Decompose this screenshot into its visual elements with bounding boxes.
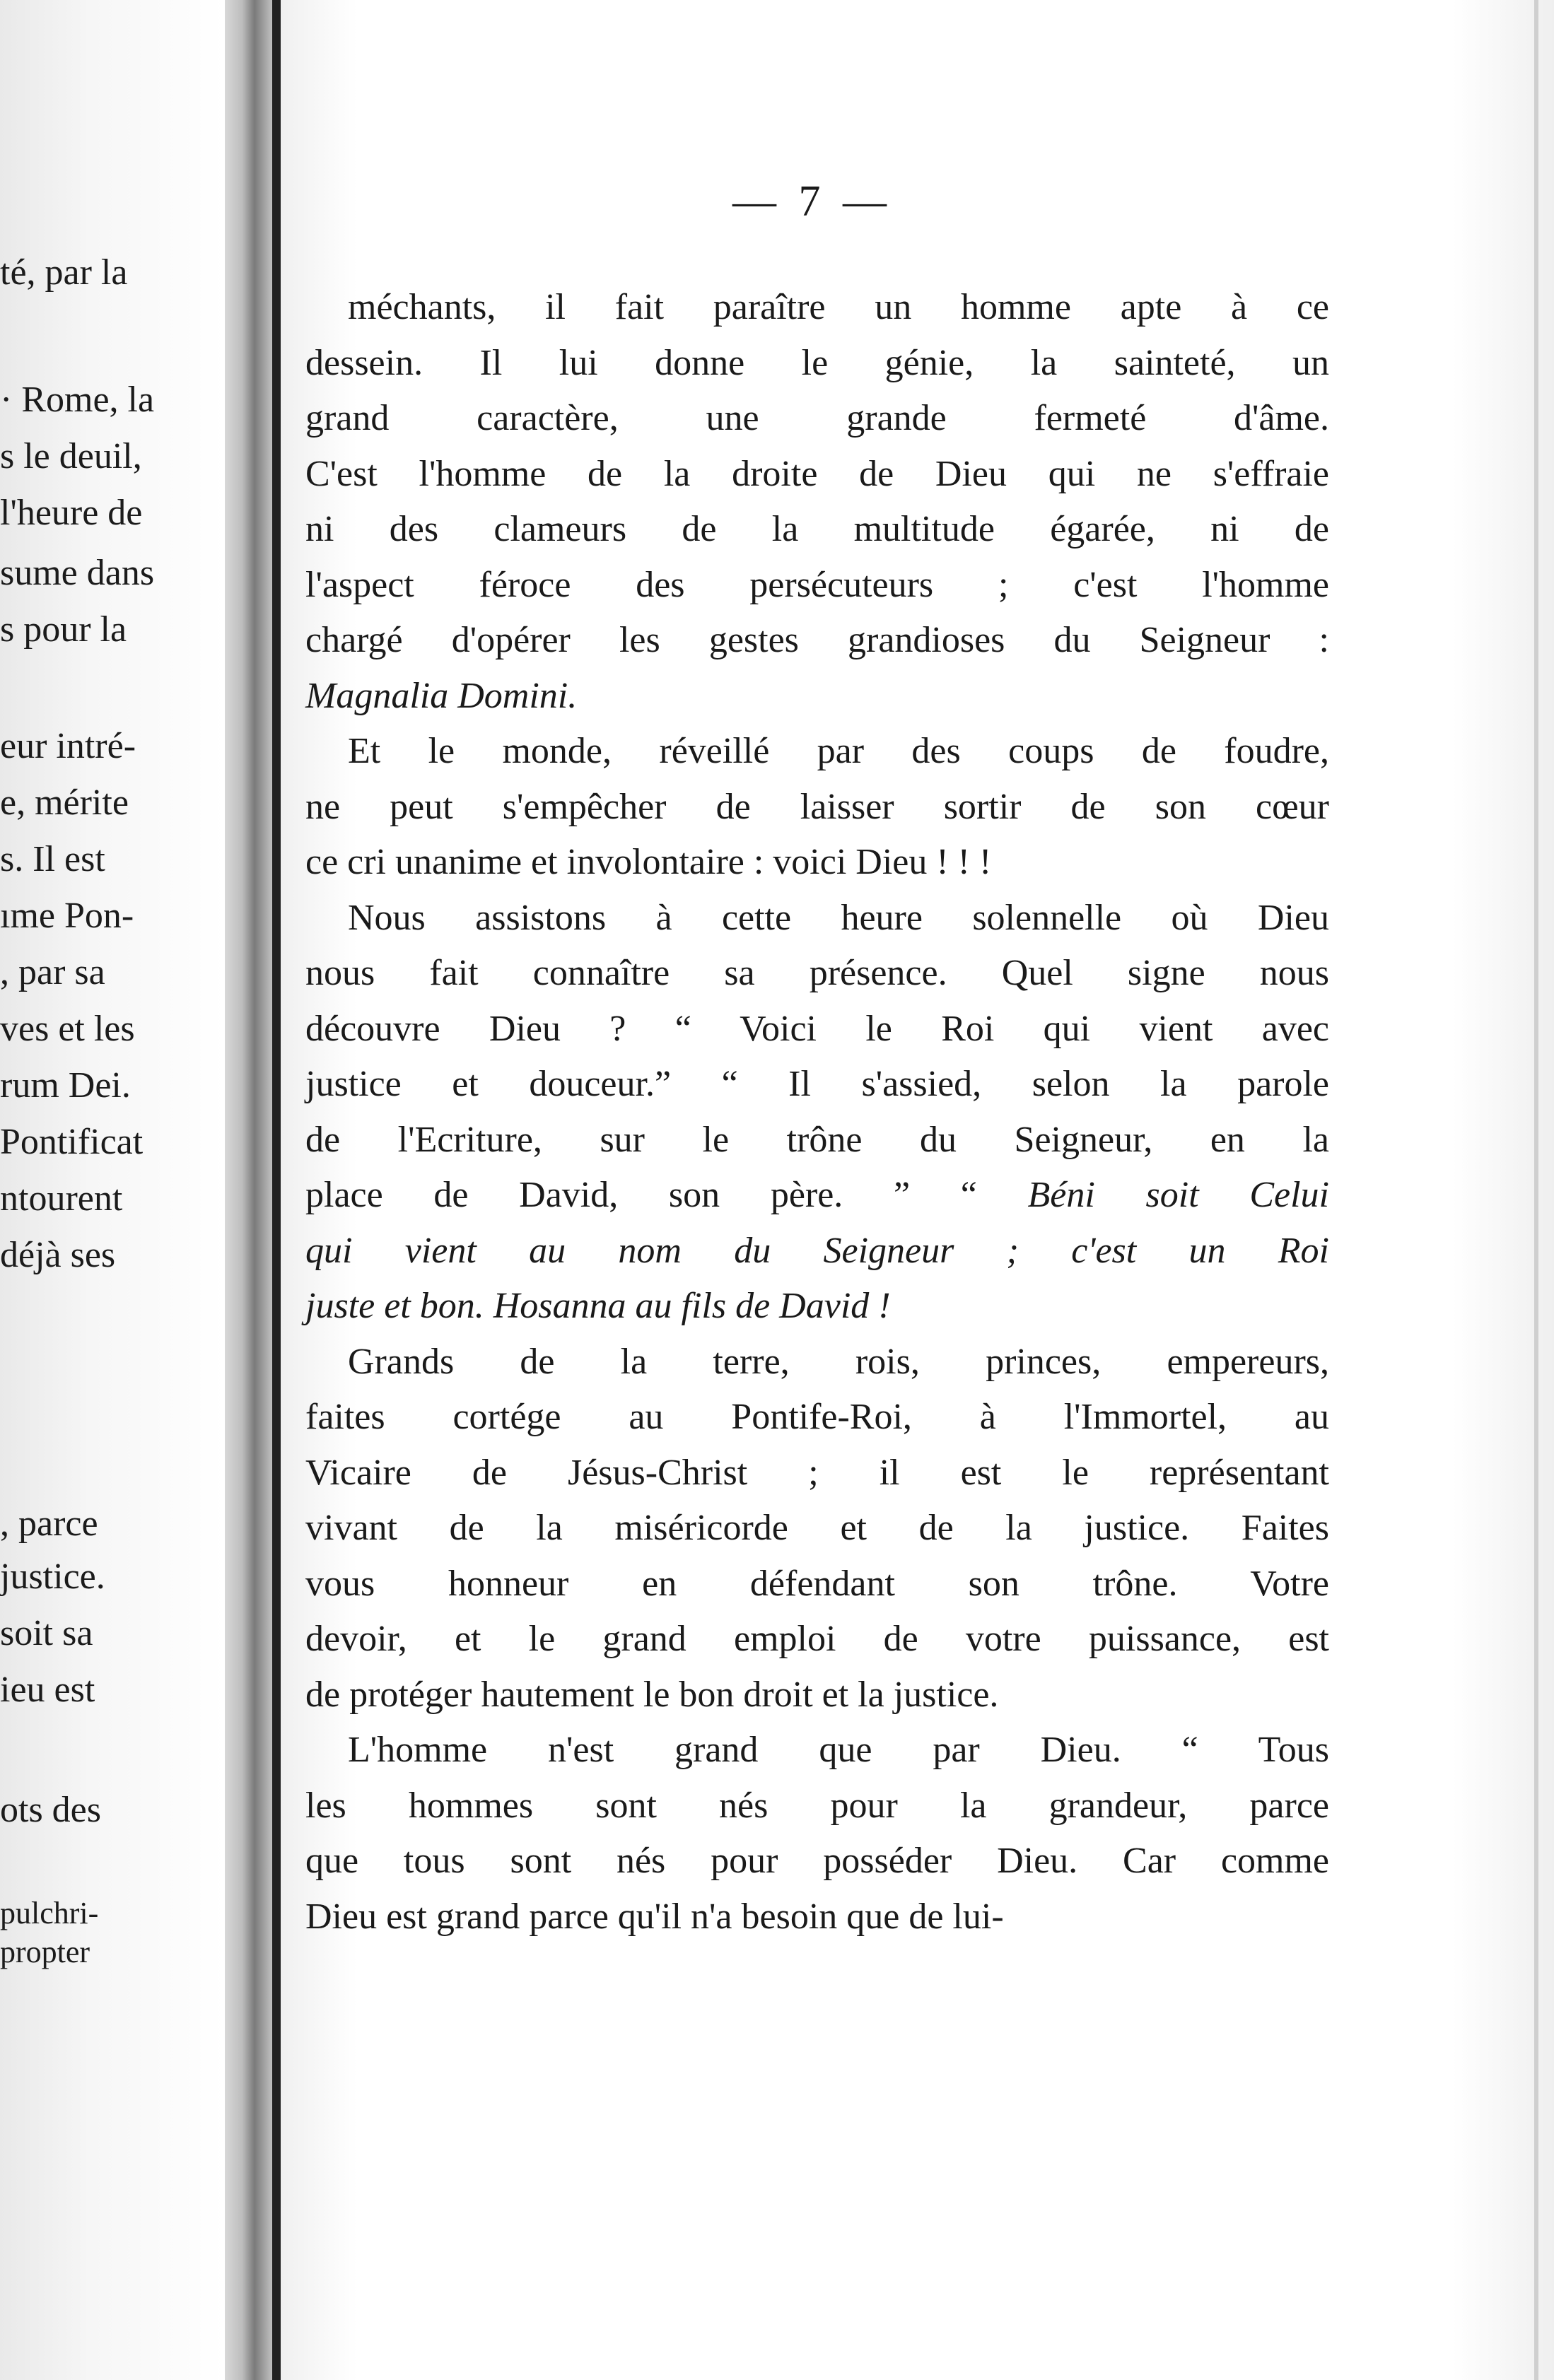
text-line bbox=[305, 1612, 1329, 1667]
text-line bbox=[305, 447, 1329, 503]
text-run: vous honneur en défendant son trône. Votre bbox=[305, 1563, 1329, 1604]
text-line bbox=[305, 1446, 1329, 1501]
paragraph bbox=[305, 1723, 1329, 1945]
text-run: Vicaire de Jésus-Christ ; il est le représentant bbox=[305, 1452, 1329, 1493]
left-page-line: té, par la bbox=[0, 252, 128, 293]
text-run: justice et douceur.” “ Il s'assied, selon la parole bbox=[305, 1064, 1329, 1104]
left-page-line: ıme Pon- bbox=[0, 896, 134, 936]
text-line bbox=[305, 391, 1329, 447]
text-run: place de David, son père. ” “ bbox=[305, 1175, 1028, 1215]
text-line bbox=[305, 1113, 1329, 1168]
paragraph bbox=[305, 280, 1329, 724]
left-page-line: propter bbox=[0, 1935, 90, 1969]
text-run: Dieu est grand parce qu'il n'a besoin que de lui- bbox=[305, 1896, 1004, 1937]
text-run: de l'Ecriture, sur le trône du Seigneur, en la bbox=[305, 1119, 1329, 1160]
text-line bbox=[305, 1723, 1329, 1778]
text-run: dessein. Il lui donne le génie, la sainteté, un bbox=[305, 342, 1329, 383]
text-line bbox=[305, 946, 1329, 1002]
text-run: Et le monde, réveillé par des coups de foudre, bbox=[348, 731, 1329, 771]
text-line bbox=[305, 1667, 1329, 1723]
text-line bbox=[305, 502, 1329, 558]
text-run: méchants, il fait paraître un homme apte à ce bbox=[348, 287, 1329, 327]
text-run: ne peut s'empêcher de laisser sortir de son cœur bbox=[305, 786, 1329, 827]
left-page-line: eur intré- bbox=[0, 726, 136, 766]
left-page-line: ves et les bbox=[0, 1009, 135, 1049]
text-line bbox=[305, 558, 1329, 614]
italic-text: qui vient au nom du Seigneur ; c'est un Roi bbox=[305, 1230, 1329, 1271]
left-page-line: ntourent bbox=[0, 1178, 123, 1219]
text-line bbox=[305, 1834, 1329, 1889]
text-run: chargé d'opérer les gestes grandioses du Seigneur : bbox=[305, 620, 1329, 660]
text-line bbox=[305, 835, 1329, 891]
text-run: ce cri unanime et involontaire : voici Dieu ! ! ! bbox=[305, 842, 992, 882]
paragraph bbox=[305, 724, 1329, 891]
text-line bbox=[305, 1002, 1329, 1057]
left-page-line: s le deuil, bbox=[0, 436, 142, 476]
left-page-line: ieu est bbox=[0, 1670, 95, 1710]
page-number: — 7 — bbox=[732, 177, 892, 225]
text-run: L'homme n'est grand que par Dieu. “ Tous bbox=[348, 1730, 1329, 1770]
text-line bbox=[305, 724, 1329, 780]
left-page-line: rum Dei. bbox=[0, 1065, 131, 1106]
text-line bbox=[305, 1778, 1329, 1834]
text-run: devoir, et le grand emploi de votre puissance, est bbox=[305, 1619, 1329, 1659]
text-run: l'aspect féroce des persécuteurs ; c'est l'homme bbox=[305, 564, 1329, 605]
left-page-line: , parce bbox=[0, 1503, 98, 1544]
left-page-line: Pontificat bbox=[0, 1122, 144, 1162]
text-line bbox=[305, 280, 1329, 336]
page-edge bbox=[1534, 0, 1538, 2380]
text-line bbox=[305, 613, 1329, 669]
left-page-line: soit sa bbox=[0, 1613, 93, 1653]
text-run: C'est l'homme de la droite de Dieu qui ne s'effraie bbox=[305, 453, 1329, 494]
italic-text: juste et bon. Hosanna au fils de David ! bbox=[305, 1286, 891, 1326]
paragraph bbox=[305, 891, 1329, 1335]
text-run: que tous sont nés pour posséder Dieu. Car comme bbox=[305, 1841, 1329, 1881]
left-page-fragment bbox=[0, 0, 225, 2380]
text-line bbox=[305, 1168, 1329, 1224]
text-run: nous fait connaître sa présence. Quel signe nous bbox=[305, 953, 1329, 993]
text-line bbox=[305, 1390, 1329, 1446]
left-page-line: ots des bbox=[0, 1790, 101, 1830]
paragraph bbox=[305, 1335, 1329, 1723]
text-run: ni des clameurs de la multitude égarée, ni de bbox=[305, 509, 1329, 549]
left-page-line: , par sa bbox=[0, 952, 105, 992]
text-line bbox=[305, 780, 1329, 836]
left-page-line: e, mérite bbox=[0, 782, 129, 823]
left-page-line: s. Il est bbox=[0, 839, 105, 879]
text-run: les hommes sont nés pour la grandeur, parce bbox=[305, 1785, 1329, 1826]
italic-text: Béni soit Celui bbox=[1027, 1175, 1329, 1215]
left-page-line: · Rome, la bbox=[0, 380, 155, 420]
left-page-line: s pour la bbox=[0, 609, 127, 650]
text-line bbox=[305, 1557, 1329, 1612]
text-run: Grands de la terre, rois, princes, empereurs, bbox=[348, 1341, 1329, 1382]
text-line bbox=[305, 1057, 1329, 1113]
text-line bbox=[305, 669, 1329, 725]
text-line bbox=[305, 1224, 1329, 1279]
text-run: découvre Dieu ? “ Voici le Roi qui vient avec bbox=[305, 1008, 1329, 1049]
left-page-line: déjà ses bbox=[0, 1235, 116, 1275]
page-fold-shadow bbox=[225, 0, 274, 2380]
left-page-line: l'heure de bbox=[0, 493, 143, 533]
body-text bbox=[305, 280, 1329, 1945]
book-gutter bbox=[272, 0, 281, 2380]
italic-text: Magnalia Domini. bbox=[305, 675, 578, 716]
text-line bbox=[305, 1279, 1329, 1335]
text-run: Nous assistons à cette heure solennelle où Dieu bbox=[348, 897, 1329, 938]
left-page-line: pulchri- bbox=[0, 1896, 99, 1930]
text-line bbox=[305, 336, 1329, 392]
left-page-line: justice. bbox=[0, 1557, 105, 1597]
text-line bbox=[305, 891, 1329, 946]
left-page-line: sume dans bbox=[0, 553, 155, 593]
text-run: de protéger hautement le bon droit et la justice. bbox=[305, 1674, 999, 1715]
text-line bbox=[305, 1335, 1329, 1390]
text-line bbox=[305, 1889, 1329, 1945]
text-run: faites cortége au Pontife-Roi, à l'Immortel, au bbox=[305, 1397, 1329, 1437]
text-line bbox=[305, 1501, 1329, 1557]
text-run: grand caractère, une grande fermeté d'âme. bbox=[305, 398, 1329, 438]
text-run: vivant de la miséricorde et de la justice. Faites bbox=[305, 1508, 1329, 1548]
